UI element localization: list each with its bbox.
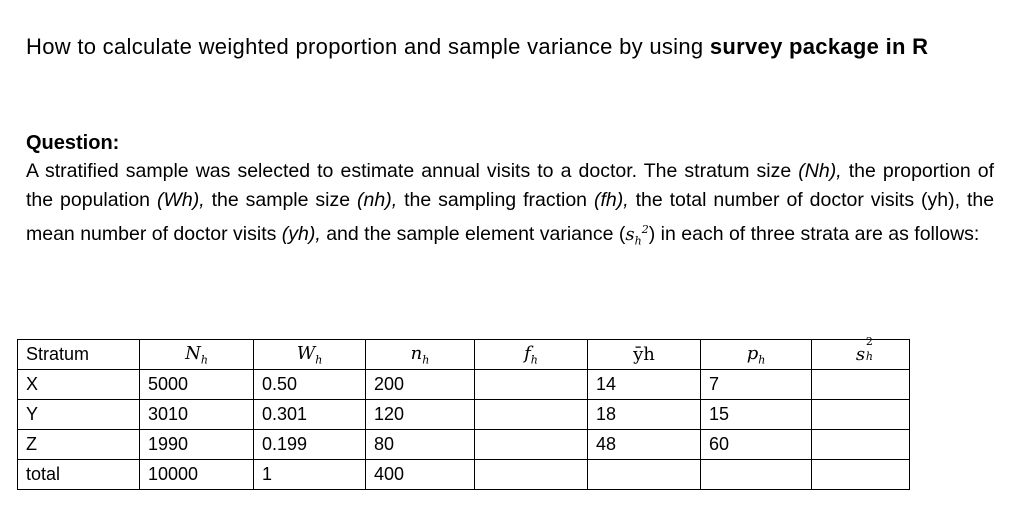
table-header-row xyxy=(18,340,910,370)
cell-stratum: total xyxy=(18,460,140,490)
cell-s2 xyxy=(812,400,910,430)
header-f: $f_h$ xyxy=(475,340,588,370)
cell-p: 7 xyxy=(701,370,812,400)
cell-ybar: 14 xyxy=(588,370,701,400)
cell-W: 1 xyxy=(254,460,366,490)
cell-n: 400 xyxy=(366,460,475,490)
header-p: $p_h$ xyxy=(701,340,812,370)
question-text-1: A stratified sample was selected to estimate annual visits to a doctor. The stratum size xyxy=(26,160,792,182)
page-title xyxy=(26,30,1001,64)
header-s2: s 2 h xyxy=(812,340,910,370)
cell-f xyxy=(475,370,588,400)
question-italic-1: (Nh), xyxy=(798,160,842,182)
cell-W: 0.301 xyxy=(254,400,366,430)
cell-N: 10000 xyxy=(140,460,254,490)
cell-p: 60 xyxy=(701,430,812,460)
question-italic-2: (Wh), xyxy=(156,189,205,211)
strata-table xyxy=(17,335,910,490)
question-text-7: in each of three strata are as follows: xyxy=(660,223,980,245)
cell-N: 1990 xyxy=(140,430,254,460)
header-W: $W_h$ xyxy=(254,340,366,370)
cell-ybar xyxy=(588,460,701,490)
table-row xyxy=(18,430,910,460)
cell-ybar: 18 xyxy=(588,400,701,430)
title-bold-text: survey package in R xyxy=(709,34,929,59)
header-N: $N_h$ xyxy=(140,340,254,370)
cell-stratum: Y xyxy=(18,400,140,430)
question-text-6: and the sample element variance xyxy=(326,223,614,245)
variance-symbol: $s_h^2$ xyxy=(625,223,649,248)
question-body: A stratified sample was selected to estimate annual visits to a doctor. The stratum size (Nh), the proportion of the population (Wh), the sample size (nh), the sampling fraction (fh), the total number of doctor visits (yh), the mean number of doctor visits (yh), and the sample element variance $(s_h^2)$ in each of three strata are as follows: xyxy=(26,160,995,248)
cell-n: 120 xyxy=(366,400,475,430)
cell-W: 0.199 xyxy=(254,430,366,460)
question-text-3: the sample size xyxy=(211,189,351,211)
question-italic-4: (fh), xyxy=(593,189,629,211)
cell-stratum: X xyxy=(18,370,140,400)
header-ybar: ȳh xyxy=(588,340,701,370)
question-italic-5: (yh), xyxy=(281,223,321,245)
question-text-2: the proportion of the population xyxy=(26,160,995,211)
question-heading: Question: xyxy=(26,132,120,154)
header-stratum: Stratum xyxy=(18,340,140,370)
cell-N: 5000 xyxy=(140,370,254,400)
table-row xyxy=(18,370,910,400)
table-row xyxy=(18,400,910,430)
cell-n: 200 xyxy=(366,370,475,400)
cell-N: 3010 xyxy=(140,400,254,430)
cell-p: 15 xyxy=(701,400,812,430)
cell-f xyxy=(475,460,588,490)
question-italic-3: (nh), xyxy=(357,189,398,211)
cell-p xyxy=(701,460,812,490)
cell-s2 xyxy=(812,430,910,460)
cell-ybar: 48 xyxy=(588,430,701,460)
cell-f xyxy=(475,430,588,460)
cell-W: 0.50 xyxy=(254,370,366,400)
title-text: How to calculate weighted proportion and sample variance by using xyxy=(26,34,704,59)
question-text-4: the sampling fraction xyxy=(404,189,588,211)
cell-s2 xyxy=(812,370,910,400)
table-row xyxy=(18,460,910,490)
cell-stratum: Z xyxy=(18,430,140,460)
question-text-5: the total number of doctor visits (yh), the mean number of doctor visits xyxy=(26,189,995,245)
header-n: $n_h$ xyxy=(366,340,475,370)
cell-n: 80 xyxy=(366,430,475,460)
cell-f xyxy=(475,400,588,430)
cell-s2 xyxy=(812,460,910,490)
